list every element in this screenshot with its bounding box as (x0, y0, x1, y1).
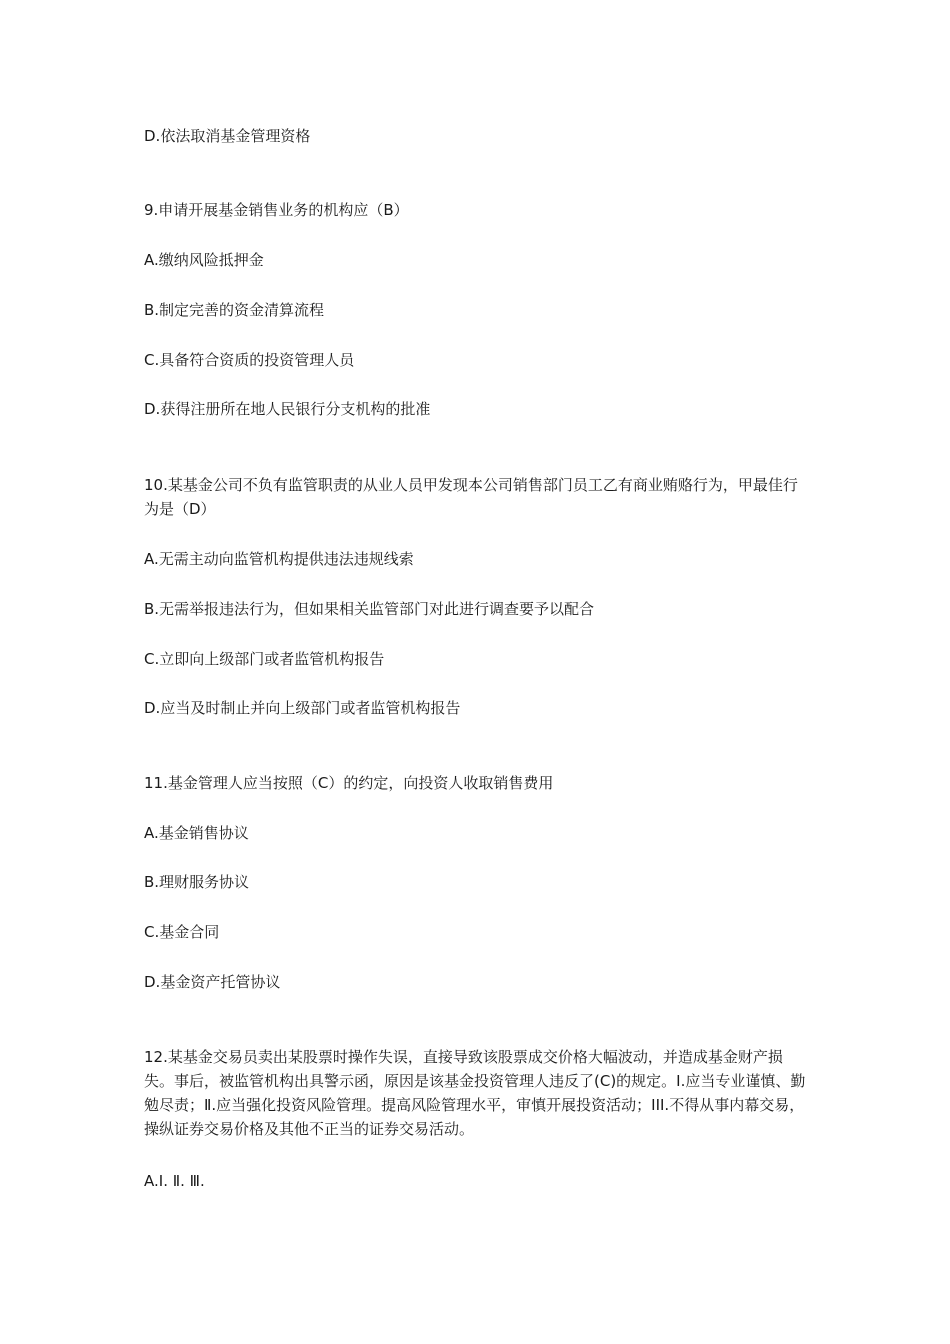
q10-option-c: C.立即向上级部门或者监管机构报告 (144, 650, 385, 668)
q10-option-b: B.无需举报违法行为，但如果相关监管部门对此进行调查要予以配合 (144, 600, 595, 618)
q11-question: 11.基金管理人应当按照（C）的约定，向投资人收取销售费用 (144, 774, 554, 792)
q10-question: 10.某基金公司不负有监管职责的从业人员甲发现本公司销售部门员工乙有商业贿赂行为，甲最佳行为是（D） (144, 476, 798, 518)
q9-option-b: B.制定完善的资金清算流程 (144, 301, 325, 319)
q10-option-d: D.应当及时制止并向上级部门或者监管机构报告 (144, 699, 461, 717)
q12-question: 12.某基金交易员卖出某股票时操作失误，直接导致该股票成交价格大幅波动，并造成基金财产损失。事后，被监管机构出具警示函，原因是该基金投资管理人违反了(C)的规定。Ⅰ.应当专业谨慎、勤勉尽责；Ⅱ.应当强化投资风险管理。提高风险管理水平，审慎开展投资活动；III.不得从事内幕交易，操纵证券交易价格及其他不正当的证券交易活动。 (144, 1048, 806, 1138)
q11-option-d: D.基金资产托管协议 (144, 973, 281, 991)
q9-option-a: A.缴纳风险抵押金 (144, 251, 264, 269)
q11-option-a: A.基金销售协议 (144, 824, 249, 842)
q9-option-c: C.具备符合资质的投资管理人员 (144, 351, 355, 369)
q11-option-c: C.基金合同 (144, 923, 220, 941)
q8-option-d: D.依法取消基金管理资格 (144, 127, 311, 145)
q9-option-d: D.获得注册所在地人民银行分支机构的批准 (144, 400, 431, 418)
q10-option-a: A.无需主动向监管机构提供违法违规线索 (144, 550, 414, 568)
q9-question: 9.申请开展基金销售业务的机构应（B） (144, 201, 409, 219)
q12-option-a: A.I. Ⅱ. Ⅲ. (144, 1172, 205, 1190)
q11-option-b: B.理财服务协议 (144, 873, 250, 891)
